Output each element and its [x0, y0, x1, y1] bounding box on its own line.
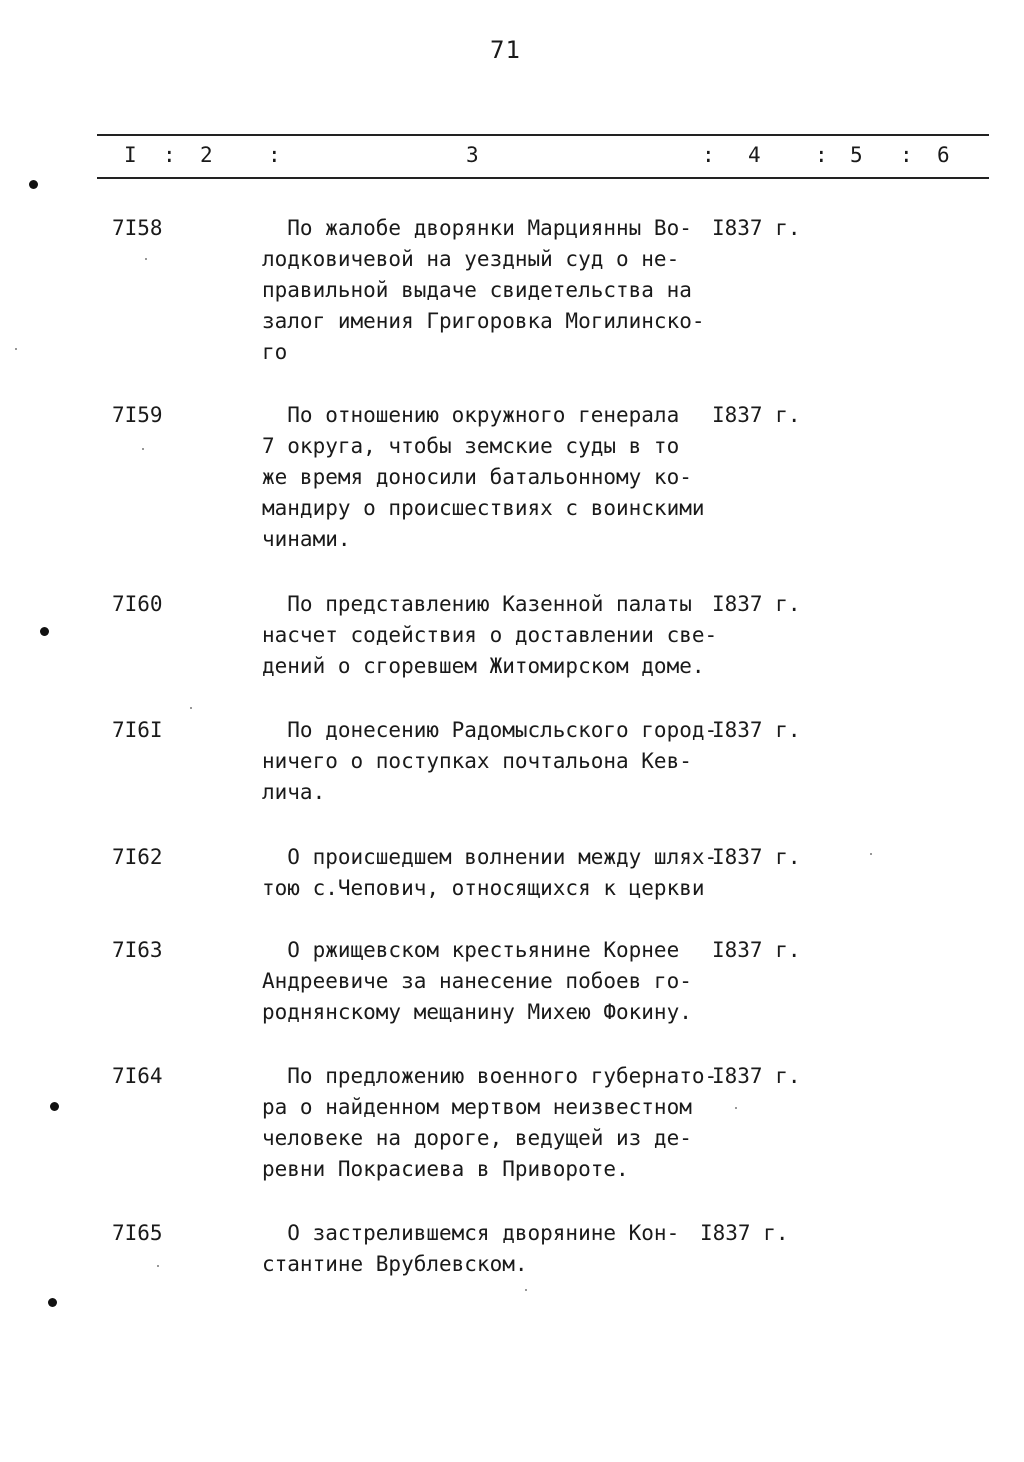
entry-number: 7I6I — [112, 718, 163, 742]
entry-line: чинами. — [262, 527, 351, 551]
entry-line: По отношению окружного генерала — [262, 403, 680, 427]
entry-year: I837 г. — [712, 1064, 801, 1088]
entry-line: По жалобе дворянки Марциянны Во- — [262, 216, 692, 240]
column-separator: : — [900, 143, 913, 167]
entry-year: I837 г. — [712, 845, 801, 869]
scan-speck — [735, 1107, 737, 1109]
scan-speck — [145, 258, 147, 260]
entry-line: По донесению Радомысльского город- — [262, 718, 718, 742]
entry-number: 7I60 — [112, 592, 163, 616]
entry-number: 7I62 — [112, 845, 163, 869]
entry-number: 7I65 — [112, 1221, 163, 1245]
entry-line: По представлению Казенной палаты — [262, 592, 692, 616]
column-header-1: I — [124, 143, 137, 167]
entry-year: I837 г. — [712, 938, 801, 962]
column-header-4: 4 — [748, 143, 761, 167]
entry-description — [262, 1061, 718, 1185]
binding-hole-mark — [48, 1298, 57, 1307]
entry-description — [262, 1218, 712, 1280]
entry-description — [262, 715, 718, 808]
entry-line: го — [262, 340, 288, 364]
entry-line: лодковичевой на уездный суд о не- — [262, 247, 680, 271]
entry-year: I837 г. — [712, 592, 801, 616]
entry-line: Андреевиче за нанесение побоев го- — [262, 969, 692, 993]
scan-speck — [157, 1265, 159, 1267]
entry-description — [262, 935, 712, 1028]
entry-line: лича. — [262, 780, 326, 804]
scan-speck — [142, 448, 144, 450]
scan-speck — [525, 1289, 527, 1291]
column-header-6: 6 — [937, 143, 950, 167]
entry-year: I837 г. — [712, 403, 801, 427]
entry-line: мандиру о происшествиях с воинскими — [262, 496, 705, 520]
column-header-3: 3 — [466, 143, 479, 167]
header-bottom-rule — [97, 177, 989, 179]
column-header-2: 2 — [200, 143, 213, 167]
scan-speck — [190, 707, 192, 709]
column-separator: : — [163, 143, 176, 167]
entry-line: тою с.Чепович, относящихся к церкви — [262, 876, 705, 900]
entry-number: 7I64 — [112, 1064, 163, 1088]
entry-line: дений о сгоревшем Житомирском доме. — [262, 654, 705, 678]
page-number: 71 — [490, 36, 521, 64]
entry-line: насчет содействия о доставлении све- — [262, 623, 718, 647]
entry-description — [262, 213, 712, 368]
entry-line: залог имения Григоровка Могилинско- — [262, 309, 705, 333]
header-top-rule — [97, 134, 989, 136]
binding-hole-mark — [29, 180, 38, 189]
entry-description — [262, 589, 718, 682]
entry-line: О ржищевском крестьянине Корнее — [262, 938, 680, 962]
column-separator: : — [268, 143, 281, 167]
entry-description — [262, 842, 718, 904]
entry-number: 7I58 — [112, 216, 163, 240]
column-separator: : — [702, 143, 715, 167]
entry-line: О происшедшем волнении между шлях- — [262, 845, 718, 869]
column-separator: : — [815, 143, 828, 167]
entry-year: I837 г. — [712, 718, 801, 742]
entry-line: 7 округа, чтобы земские суды в то — [262, 434, 680, 458]
entry-line: ревни Покрасиева в Привороте. — [262, 1157, 629, 1181]
entry-line: правильной выдаче свидетельства на — [262, 278, 692, 302]
binding-hole-mark — [40, 627, 49, 636]
entry-number: 7I59 — [112, 403, 163, 427]
scan-speck — [870, 853, 872, 855]
scan-speck — [15, 348, 17, 350]
entry-description — [262, 400, 712, 555]
entry-line: же время доносили батальонному ко- — [262, 465, 692, 489]
entry-line: О застрелившемся дворянине Кон- — [262, 1221, 680, 1245]
entry-line: стантине Врублевском. — [262, 1252, 528, 1276]
binding-hole-mark — [50, 1102, 59, 1111]
entry-year: I837 г. — [700, 1221, 789, 1245]
entry-number: 7I63 — [112, 938, 163, 962]
entry-line: роднянскому мещанину Михею Фокину. — [262, 1000, 692, 1024]
column-header-5: 5 — [850, 143, 863, 167]
entry-year: I837 г. — [712, 216, 801, 240]
entry-line: ничего о поступках почтальона Кев- — [262, 749, 692, 773]
entry-line: По предложению военного губернато- — [262, 1064, 718, 1088]
entry-line: ра о найденном мертвом неизвестном — [262, 1095, 692, 1119]
entry-line: человеке на дороге, ведущей из де- — [262, 1126, 692, 1150]
